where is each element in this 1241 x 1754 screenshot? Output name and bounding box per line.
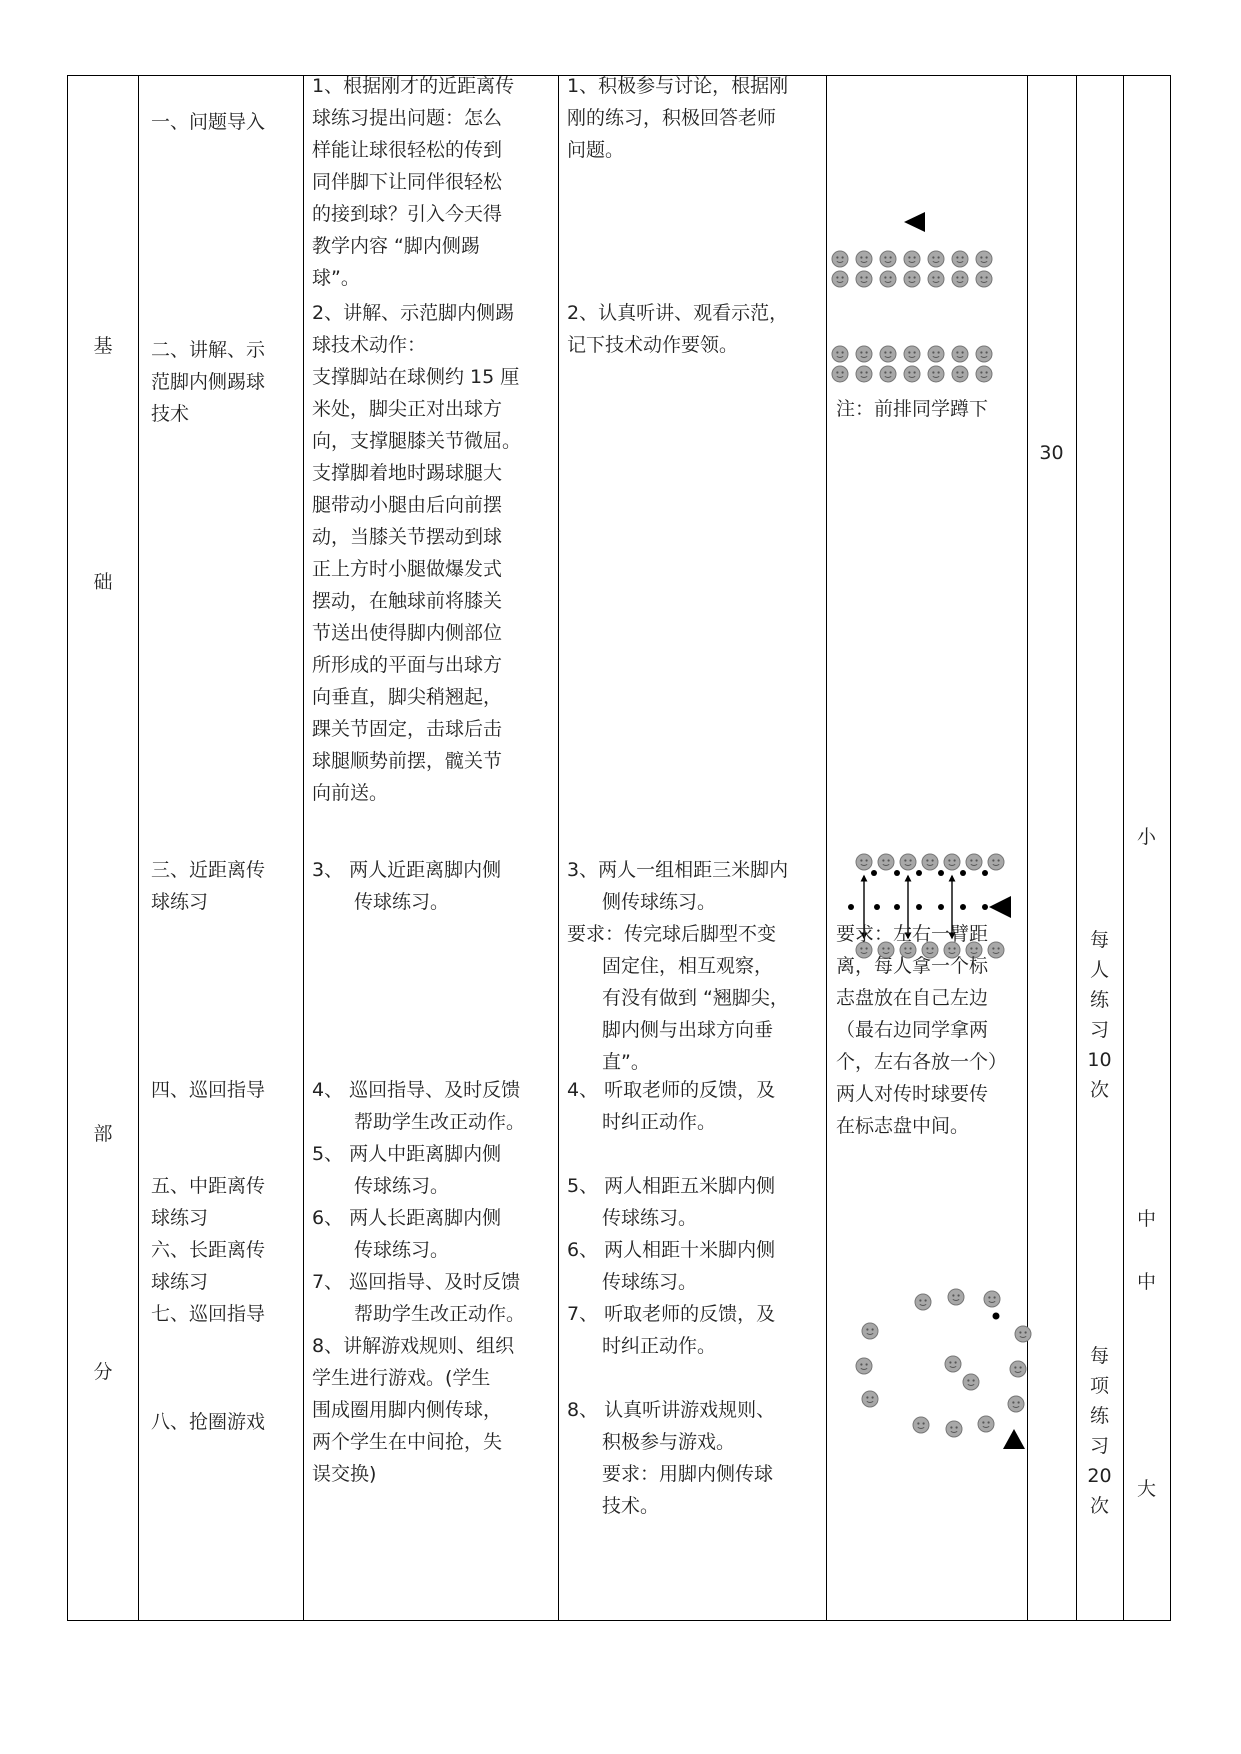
- organization-line: 离，每人拿一个标: [836, 955, 989, 977]
- organization-line: 要求：左右一臂距: [836, 923, 989, 945]
- intensity-value: 中: [1136, 1271, 1156, 1293]
- teacher-line: 样能让球很轻松的传到: [312, 139, 503, 161]
- student-line: 脚内侧与出球方向垂: [602, 1019, 774, 1041]
- student-line: 3、两人一组相距三米脚内: [567, 859, 789, 881]
- content-item: 球练习: [151, 891, 209, 913]
- organization-line: （最右边同学拿两: [836, 1019, 989, 1041]
- student-line: 刚的练习，积极回答老师: [567, 107, 777, 129]
- teacher-line: 5、 两人中距离脚内侧: [312, 1143, 502, 1165]
- teacher-line: 1、根据刚才的近距离传: [312, 75, 515, 97]
- teacher-line: 球”。: [312, 267, 360, 289]
- content-item: 技术: [151, 403, 190, 425]
- student-line: 5、 两人相距五米脚内侧: [567, 1175, 776, 1197]
- teacher-line: 球练习提出问题：怎么: [312, 107, 503, 129]
- teacher-line: 同伴脚下让同伴很轻松: [312, 171, 503, 193]
- lesson-table: [67, 75, 1171, 1621]
- content-item: 五、中距离传: [151, 1175, 266, 1197]
- content-item: 一、问题导入: [151, 111, 266, 133]
- count-char: 习: [1089, 1019, 1109, 1041]
- student-line: 6、 两人相距十米脚内侧: [567, 1239, 776, 1261]
- teacher-line: 球腿顺势前摆，髋关节: [312, 750, 503, 772]
- student-line: 有没有做到 “翘脚尖，: [602, 987, 789, 1009]
- teacher-line: 米处，脚尖正对出球方: [312, 398, 503, 420]
- teacher-line: 踝关节固定，击球后击: [312, 718, 503, 740]
- formation-note: 注：前排同学蹲下: [836, 398, 989, 420]
- intensity-value: 小: [1136, 826, 1156, 848]
- teacher-line: 腿带动小腿由后向前摆: [312, 494, 503, 516]
- content-item: 范脚内侧踢球: [151, 371, 266, 393]
- teacher-line: 球技术动作：: [312, 334, 427, 356]
- count-char: 习: [1089, 1435, 1109, 1457]
- content-item: 六、长距离传: [151, 1239, 266, 1261]
- content-item: 八、抢圈游戏: [151, 1411, 266, 1433]
- student-line: 时纠正动作。: [602, 1335, 717, 1357]
- teacher-triangle-icon: [1003, 1429, 1025, 1449]
- content-item: 球练习: [151, 1207, 209, 1229]
- student-line: 技术。: [602, 1495, 660, 1517]
- student-line: 7、 听取老师的反馈，及: [567, 1303, 776, 1325]
- formation-diagram: [68, 76, 1172, 1622]
- count-char: 练: [1089, 989, 1109, 1011]
- student-line: 8、 认真听讲游戏规则、: [567, 1399, 776, 1421]
- student-face-icon: [832, 251, 992, 382]
- teacher-line: 向前送。: [312, 782, 389, 804]
- teacher-line: 支撑脚着地时踢球腿大: [312, 462, 503, 484]
- count-char: 项: [1089, 1375, 1109, 1397]
- teacher-triangle-icon: [989, 896, 1011, 918]
- teacher-line: 帮助学生改正动作。: [354, 1303, 526, 1325]
- teacher-line: 3、 两人近距离脚内侧: [312, 859, 502, 881]
- teacher-line: 所形成的平面与出球方: [312, 654, 503, 676]
- teacher-line: 两个学生在中间抢，失: [312, 1431, 503, 1453]
- content-item: 三、近距离传: [151, 859, 266, 881]
- content-item: 球练习: [151, 1271, 209, 1293]
- section-char: 基: [93, 335, 113, 357]
- teacher-line: 摆动，在触球前将膝关: [312, 590, 503, 612]
- student-line: 直”。: [602, 1051, 650, 1073]
- teacher-line: 8、讲解游戏规则、组织: [312, 1335, 515, 1357]
- count-char: 次: [1089, 1495, 1109, 1517]
- ball-dot-icon: [993, 1313, 1000, 1320]
- teacher-line: 传球练习。: [354, 1239, 450, 1261]
- teacher-line: 帮助学生改正动作。: [354, 1111, 526, 1133]
- teacher-line: 教学内容 “脚内侧踢: [312, 235, 480, 257]
- student-line: 积极参与游戏。: [602, 1431, 736, 1453]
- teacher-line: 7、 巡回指导、及时反馈: [312, 1271, 521, 1293]
- intensity-value: 中: [1136, 1208, 1156, 1230]
- count-char: 20: [1087, 1465, 1112, 1487]
- teacher-line: 2、讲解、示范脚内侧踢: [312, 302, 515, 324]
- count-char: 练: [1089, 1405, 1109, 1427]
- content-item: 四、巡回指导: [151, 1079, 266, 1101]
- organization-line: 两人对传时球要传: [836, 1083, 989, 1105]
- teacher-triangle-icon: [904, 212, 925, 232]
- student-line: 固定住，相互观察，: [602, 955, 774, 977]
- intensity-value: 大: [1136, 1478, 1156, 1500]
- teacher-line: 向垂直，脚尖稍翘起，: [312, 686, 503, 708]
- count-char: 每: [1089, 929, 1109, 951]
- count-char: 次: [1089, 1079, 1109, 1101]
- section-char: 分: [93, 1361, 113, 1383]
- teacher-line: 正上方时小腿做爆发式: [312, 558, 503, 580]
- student-line: 传球练习。: [602, 1271, 698, 1293]
- teacher-line: 围成圈用脚内侧传球，: [312, 1399, 503, 1421]
- student-face-icon: [856, 1289, 1031, 1437]
- teacher-line: 4、 巡回指导、及时反馈: [312, 1079, 521, 1101]
- teacher-line: 支撑脚站在球侧约 15 厘: [312, 366, 520, 388]
- student-line: 2、认真听讲、观看示范，: [567, 302, 789, 324]
- student-line: 要求：用脚内侧传球: [602, 1463, 774, 1485]
- section-char: 部: [93, 1123, 113, 1145]
- time-value: 30: [1039, 442, 1064, 464]
- teacher-line: 误交换): [312, 1463, 377, 1485]
- student-line: 记下技术动作要领。: [567, 334, 739, 356]
- ball-dot-icon: [848, 870, 988, 910]
- student-line: 传球练习。: [602, 1207, 698, 1229]
- count-char: 10: [1087, 1049, 1112, 1071]
- organization-line: 志盘放在自己左边: [836, 987, 989, 1009]
- teacher-line: 6、 两人长距离脚内侧: [312, 1207, 502, 1229]
- section-char: 础: [93, 571, 113, 593]
- teacher-line: 动，当膝关节摆动到球: [312, 526, 503, 548]
- count-char: 每: [1089, 1345, 1109, 1367]
- teacher-line: 节送出使得脚内侧部位: [312, 622, 503, 644]
- organization-line: 个，左右各放一个）: [836, 1051, 1008, 1073]
- student-line: 时纠正动作。: [602, 1111, 717, 1133]
- organization-line: 在标志盘中间。: [836, 1115, 970, 1137]
- teacher-line: 传球练习。: [354, 891, 450, 913]
- teacher-line: 传球练习。: [354, 1175, 450, 1197]
- teacher-line: 学生进行游戏。(学生: [312, 1367, 491, 1389]
- student-line: 1、积极参与讨论，根据刚: [567, 75, 789, 97]
- student-line: 要求：传完球后脚型不变: [567, 923, 777, 945]
- student-line: 4、 听取老师的反馈，及: [567, 1079, 776, 1101]
- content-item: 二、讲解、示: [151, 339, 266, 361]
- content-item: 七、巡回指导: [151, 1303, 266, 1325]
- student-line: 侧传球练习。: [602, 891, 717, 913]
- teacher-line: 向，支撑腿膝关节微屈。: [312, 430, 522, 452]
- student-line: 问题。: [567, 139, 625, 161]
- count-char: 人: [1089, 959, 1109, 981]
- teacher-line: 的接到球？引入今天得: [312, 203, 503, 225]
